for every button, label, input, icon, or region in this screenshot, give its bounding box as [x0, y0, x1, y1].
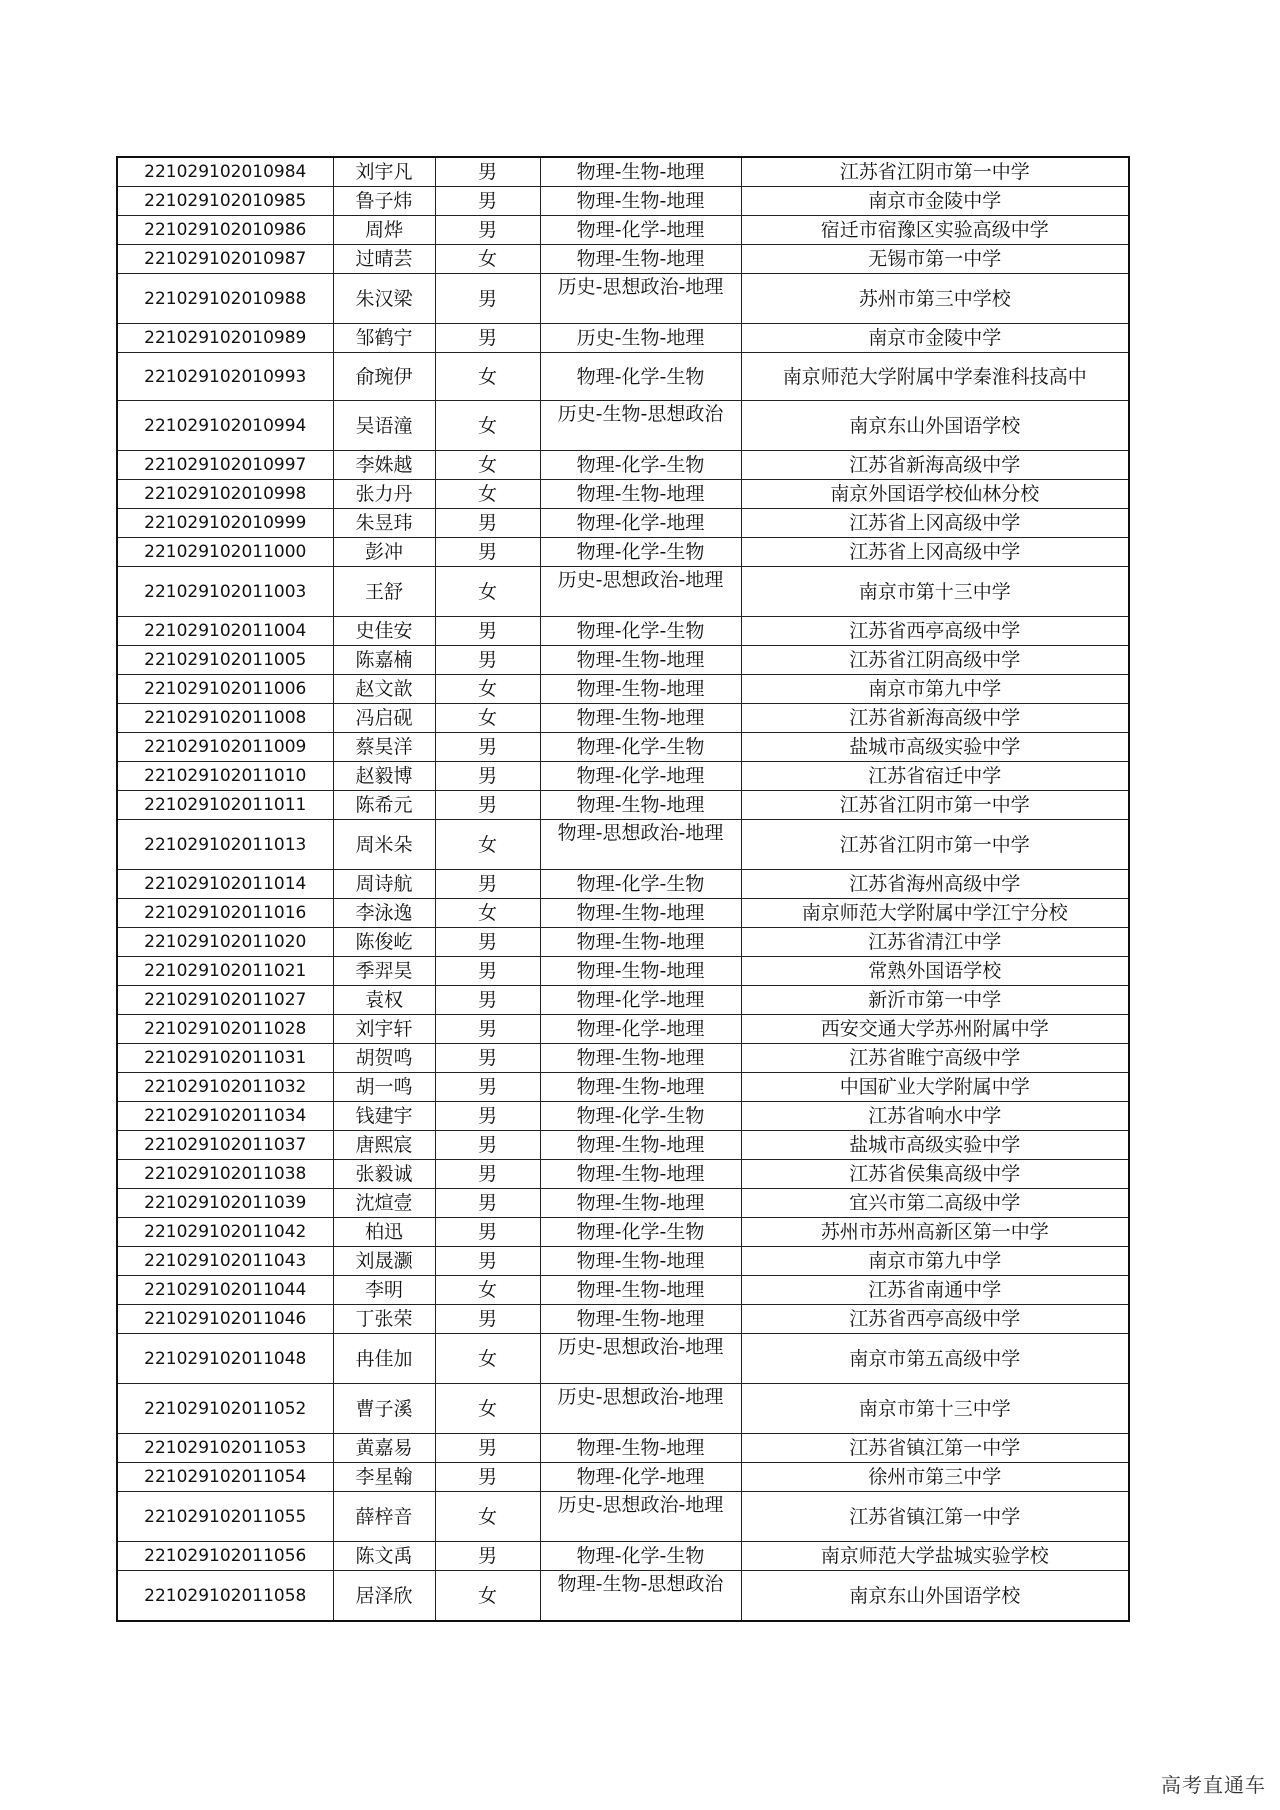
footer-watermark: 高考直通车: [1161, 1773, 1266, 1797]
cell-exam-id: 221029102010989: [117, 324, 333, 353]
cell-student-name: 刘宇轩: [333, 1015, 435, 1044]
cell-student-name: 袁权: [333, 986, 435, 1015]
cell-gender: 男: [435, 274, 540, 324]
cell-subjects: 物理-思想政治-地理: [540, 820, 741, 870]
cell-subjects: 物理-生物-思想政治: [540, 1571, 741, 1622]
table-row: [117, 187, 1129, 216]
cell-school: 无锡市第一中学: [741, 245, 1129, 274]
cell-exam-id: 221029102011055: [117, 1492, 333, 1542]
cell-gender: 女: [435, 1492, 540, 1542]
cell-subjects: 物理-生物-地理: [540, 675, 741, 704]
cell-gender: 男: [435, 538, 540, 567]
cell-exam-id: 221029102011034: [117, 1102, 333, 1131]
cell-school: 南京市金陵中学: [741, 187, 1129, 216]
table-row: [117, 451, 1129, 480]
cell-school: 江苏省侯集高级中学: [741, 1160, 1129, 1189]
cell-student-name: 李姝越: [333, 451, 435, 480]
cell-exam-id: 221029102011016: [117, 899, 333, 928]
cell-subjects: 历史-生物-地理: [540, 324, 741, 353]
cell-student-name: 过晴芸: [333, 245, 435, 274]
cell-student-name: 李明: [333, 1276, 435, 1305]
cell-student-name: 季羿昊: [333, 957, 435, 986]
cell-subjects: 物理-生物-地理: [540, 480, 741, 509]
cell-subjects: 物理-生物-地理: [540, 1044, 741, 1073]
cell-school: 西安交通大学苏州附属中学: [741, 1015, 1129, 1044]
cell-gender: 男: [435, 1015, 540, 1044]
cell-subjects: 物理-化学-地理: [540, 986, 741, 1015]
cell-exam-id: 221029102011039: [117, 1189, 333, 1218]
cell-gender: 男: [435, 957, 540, 986]
table-row: [117, 1542, 1129, 1571]
cell-subjects: 物理-生物-地理: [540, 1160, 741, 1189]
cell-student-name: 鲁子炜: [333, 187, 435, 216]
cell-gender: 男: [435, 1434, 540, 1463]
cell-exam-id: 221029102010986: [117, 216, 333, 245]
cell-student-name: 丁张荣: [333, 1305, 435, 1334]
cell-student-name: 周烨: [333, 216, 435, 245]
cell-exam-id: 221029102011004: [117, 617, 333, 646]
cell-school: 南京东山外国语学校: [741, 401, 1129, 451]
cell-student-name: 陈希元: [333, 791, 435, 820]
cell-gender: 女: [435, 480, 540, 509]
table-row: [117, 216, 1129, 245]
cell-school: 新沂市第一中学: [741, 986, 1129, 1015]
cell-exam-id: 221029102011032: [117, 1073, 333, 1102]
cell-gender: 男: [435, 986, 540, 1015]
cell-exam-id: 221029102011038: [117, 1160, 333, 1189]
cell-gender: 男: [435, 1463, 540, 1492]
cell-exam-id: 221029102011056: [117, 1542, 333, 1571]
roster-body: [117, 157, 1129, 1621]
cell-student-name: 张毅诚: [333, 1160, 435, 1189]
table-row: [117, 733, 1129, 762]
cell-subjects: 物理-化学-生物: [540, 538, 741, 567]
cell-school: 常熟外国语学校: [741, 957, 1129, 986]
cell-gender: 男: [435, 1218, 540, 1247]
table-row: [117, 957, 1129, 986]
table-row: [117, 1015, 1129, 1044]
cell-student-name: 曹子溪: [333, 1384, 435, 1434]
cell-school: 江苏省清江中学: [741, 928, 1129, 957]
cell-subjects: 历史-思想政治-地理: [540, 567, 741, 617]
cell-school: 江苏省江阴市第一中学: [741, 791, 1129, 820]
table-row: [117, 1189, 1129, 1218]
cell-exam-id: 221029102011044: [117, 1276, 333, 1305]
cell-subjects: 物理-生物-地理: [540, 245, 741, 274]
cell-exam-id: 221029102011014: [117, 870, 333, 899]
cell-school: 南京师范大学附属中学江宁分校: [741, 899, 1129, 928]
table-row: [117, 274, 1129, 324]
cell-school: 南京市第九中学: [741, 675, 1129, 704]
cell-gender: 男: [435, 791, 540, 820]
table-row: [117, 324, 1129, 353]
cell-school: 江苏省上冈高级中学: [741, 538, 1129, 567]
cell-gender: 女: [435, 353, 540, 401]
cell-exam-id: 221029102011000: [117, 538, 333, 567]
table-row: [117, 245, 1129, 274]
cell-student-name: 王舒: [333, 567, 435, 617]
table-row: [117, 986, 1129, 1015]
cell-subjects: 物理-化学-生物: [540, 617, 741, 646]
table-row: [117, 617, 1129, 646]
cell-school: 江苏省江阴市第一中学: [741, 820, 1129, 870]
cell-gender: 男: [435, 157, 540, 187]
cell-subjects: 物理-生物-地理: [540, 1305, 741, 1334]
cell-school: 江苏省睢宁高级中学: [741, 1044, 1129, 1073]
cell-exam-id: 221029102011058: [117, 1571, 333, 1622]
table-row: [117, 899, 1129, 928]
cell-subjects: 物理-生物-地理: [540, 928, 741, 957]
cell-gender: 男: [435, 1102, 540, 1131]
table-row: [117, 704, 1129, 733]
cell-student-name: 唐熙宸: [333, 1131, 435, 1160]
cell-exam-id: 221029102010994: [117, 401, 333, 451]
cell-exam-id: 221029102011037: [117, 1131, 333, 1160]
table-row: [117, 646, 1129, 675]
table-row: [117, 1384, 1129, 1434]
cell-school: 江苏省南通中学: [741, 1276, 1129, 1305]
cell-school: 江苏省镇江第一中学: [741, 1434, 1129, 1463]
table-row: [117, 675, 1129, 704]
cell-subjects: 历史-思想政治-地理: [540, 1492, 741, 1542]
cell-gender: 女: [435, 899, 540, 928]
cell-student-name: 刘宇凡: [333, 157, 435, 187]
cell-gender: 男: [435, 928, 540, 957]
cell-exam-id: 221029102011027: [117, 986, 333, 1015]
cell-student-name: 薛梓音: [333, 1492, 435, 1542]
cell-subjects: 物理-生物-地理: [540, 187, 741, 216]
cell-subjects: 物理-化学-地理: [540, 216, 741, 245]
cell-gender: 男: [435, 1542, 540, 1571]
cell-student-name: 李泳逸: [333, 899, 435, 928]
cell-student-name: 陈俊屹: [333, 928, 435, 957]
table-row: [117, 1571, 1129, 1622]
cell-subjects: 历史-思想政治-地理: [540, 1334, 741, 1384]
cell-subjects: 物理-生物-地理: [540, 704, 741, 733]
cell-school: 南京市金陵中学: [741, 324, 1129, 353]
cell-subjects: 物理-化学-地理: [540, 509, 741, 538]
cell-school: 江苏省宿迁中学: [741, 762, 1129, 791]
cell-exam-id: 221029102011020: [117, 928, 333, 957]
cell-exam-id: 221029102011048: [117, 1334, 333, 1384]
cell-subjects: 历史-思想政治-地理: [540, 274, 741, 324]
cell-student-name: 刘晟灏: [333, 1247, 435, 1276]
cell-school: 江苏省江阴高级中学: [741, 646, 1129, 675]
cell-student-name: 胡一鸣: [333, 1073, 435, 1102]
cell-student-name: 赵毅博: [333, 762, 435, 791]
cell-student-name: 史佳安: [333, 617, 435, 646]
cell-exam-id: 221029102011046: [117, 1305, 333, 1334]
cell-gender: 男: [435, 1073, 540, 1102]
cell-student-name: 陈文禹: [333, 1542, 435, 1571]
cell-school: 江苏省江阴市第一中学: [741, 157, 1129, 187]
table-row: [117, 538, 1129, 567]
cell-subjects: 物理-化学-地理: [540, 762, 741, 791]
cell-school: 江苏省上冈高级中学: [741, 509, 1129, 538]
cell-subjects: 物理-化学-生物: [540, 451, 741, 480]
table-row: [117, 401, 1129, 451]
cell-school: 盐城市高级实验中学: [741, 1131, 1129, 1160]
cell-school: 南京市第九中学: [741, 1247, 1129, 1276]
table-row: [117, 1334, 1129, 1384]
cell-school: 南京市第十三中学: [741, 1384, 1129, 1434]
table-row: [117, 820, 1129, 870]
table-row: [117, 1102, 1129, 1131]
cell-student-name: 李星翰: [333, 1463, 435, 1492]
cell-subjects: 物理-化学-生物: [540, 353, 741, 401]
table-row: [117, 1305, 1129, 1334]
cell-student-name: 冉佳加: [333, 1334, 435, 1384]
cell-exam-id: 221029102011028: [117, 1015, 333, 1044]
cell-subjects: 物理-生物-地理: [540, 646, 741, 675]
table-row: [117, 509, 1129, 538]
cell-subjects: 物理-生物-地理: [540, 899, 741, 928]
cell-gender: 男: [435, 1160, 540, 1189]
student-roster-table: [116, 156, 1130, 1622]
cell-subjects: 物理-化学-生物: [540, 733, 741, 762]
cell-exam-id: 221029102010997: [117, 451, 333, 480]
cell-gender: 女: [435, 1384, 540, 1434]
cell-gender: 女: [435, 1334, 540, 1384]
cell-exam-id: 221029102011010: [117, 762, 333, 791]
cell-exam-id: 221029102011008: [117, 704, 333, 733]
cell-student-name: 张力丹: [333, 480, 435, 509]
cell-school: 南京东山外国语学校: [741, 1571, 1129, 1622]
cell-student-name: 冯启砚: [333, 704, 435, 733]
cell-school: 苏州市第三中学校: [741, 274, 1129, 324]
cell-exam-id: 221029102011031: [117, 1044, 333, 1073]
cell-school: 江苏省西亭高级中学: [741, 1305, 1129, 1334]
cell-student-name: 周诗航: [333, 870, 435, 899]
cell-exam-id: 221029102011021: [117, 957, 333, 986]
cell-school: 江苏省镇江第一中学: [741, 1492, 1129, 1542]
table-row: [117, 1276, 1129, 1305]
cell-student-name: 周米朵: [333, 820, 435, 870]
cell-student-name: 黄嘉易: [333, 1434, 435, 1463]
cell-student-name: 彭冲: [333, 538, 435, 567]
table-row: [117, 567, 1129, 617]
cell-subjects: 物理-生物-地理: [540, 791, 741, 820]
table-row: [117, 1218, 1129, 1247]
table-row: [117, 1044, 1129, 1073]
cell-gender: 男: [435, 762, 540, 791]
cell-exam-id: 221029102011052: [117, 1384, 333, 1434]
cell-gender: 男: [435, 646, 540, 675]
cell-exam-id: 221029102011011: [117, 791, 333, 820]
cell-school: 江苏省响水中学: [741, 1102, 1129, 1131]
cell-exam-id: 221029102010998: [117, 480, 333, 509]
table-row: [117, 1160, 1129, 1189]
table-row: [117, 1463, 1129, 1492]
table-row: [117, 1434, 1129, 1463]
cell-school: 苏州市苏州高新区第一中学: [741, 1218, 1129, 1247]
cell-subjects: 物理-生物-地理: [540, 157, 741, 187]
cell-gender: 男: [435, 733, 540, 762]
cell-gender: 女: [435, 1571, 540, 1622]
cell-gender: 男: [435, 1305, 540, 1334]
table-row: [117, 870, 1129, 899]
cell-subjects: 物理-生物-地理: [540, 1276, 741, 1305]
cell-subjects: 历史-思想政治-地理: [540, 1384, 741, 1434]
cell-gender: 男: [435, 216, 540, 245]
cell-exam-id: 221029102010987: [117, 245, 333, 274]
cell-subjects: 物理-化学-生物: [540, 1542, 741, 1571]
cell-student-name: 居泽欣: [333, 1571, 435, 1622]
cell-school: 中国矿业大学附属中学: [741, 1073, 1129, 1102]
cell-exam-id: 221029102011009: [117, 733, 333, 762]
cell-gender: 女: [435, 1276, 540, 1305]
table-row: [117, 1073, 1129, 1102]
cell-subjects: 物理-生物-地理: [540, 1189, 741, 1218]
cell-subjects: 物理-生物-地理: [540, 1434, 741, 1463]
table-row: [117, 353, 1129, 401]
cell-exam-id: 221029102010999: [117, 509, 333, 538]
table-row: [117, 1131, 1129, 1160]
cell-subjects: 物理-生物-地理: [540, 957, 741, 986]
cell-student-name: 柏迅: [333, 1218, 435, 1247]
cell-subjects: 物理-化学-生物: [540, 1102, 741, 1131]
table-row: [117, 1247, 1129, 1276]
cell-gender: 女: [435, 820, 540, 870]
cell-school: 江苏省新海高级中学: [741, 451, 1129, 480]
cell-exam-id: 221029102011054: [117, 1463, 333, 1492]
cell-subjects: 历史-生物-思想政治: [540, 401, 741, 451]
cell-student-name: 陈嘉楠: [333, 646, 435, 675]
cell-exam-id: 221029102010988: [117, 274, 333, 324]
cell-subjects: 物理-化学-生物: [540, 1218, 741, 1247]
cell-gender: 男: [435, 324, 540, 353]
cell-student-name: 沈煊壹: [333, 1189, 435, 1218]
cell-school: 江苏省海州高级中学: [741, 870, 1129, 899]
cell-subjects: 物理-生物-地理: [540, 1247, 741, 1276]
table-row: [117, 157, 1129, 187]
cell-exam-id: 221029102011013: [117, 820, 333, 870]
cell-student-name: 赵文歆: [333, 675, 435, 704]
cell-gender: 女: [435, 451, 540, 480]
table-row: [117, 762, 1129, 791]
cell-exam-id: 221029102010985: [117, 187, 333, 216]
cell-exam-id: 221029102010984: [117, 157, 333, 187]
cell-school: 南京师范大学盐城实验学校: [741, 1542, 1129, 1571]
cell-gender: 男: [435, 1189, 540, 1218]
cell-gender: 男: [435, 1247, 540, 1276]
cell-school: 江苏省西亭高级中学: [741, 617, 1129, 646]
cell-student-name: 俞琬伊: [333, 353, 435, 401]
cell-school: 盐城市高级实验中学: [741, 733, 1129, 762]
cell-exam-id: 221029102011006: [117, 675, 333, 704]
cell-school: 南京市第十三中学: [741, 567, 1129, 617]
cell-school: 宜兴市第二高级中学: [741, 1189, 1129, 1218]
cell-subjects: 物理-生物-地理: [540, 1131, 741, 1160]
cell-subjects: 物理-化学-地理: [540, 1015, 741, 1044]
table-row: [117, 928, 1129, 957]
cell-school: 南京市第五高级中学: [741, 1334, 1129, 1384]
cell-gender: 女: [435, 401, 540, 451]
table-row: [117, 480, 1129, 509]
cell-exam-id: 221029102011003: [117, 567, 333, 617]
cell-gender: 男: [435, 1044, 540, 1073]
cell-gender: 男: [435, 870, 540, 899]
cell-student-name: 吴语潼: [333, 401, 435, 451]
cell-school: 南京外国语学校仙林分校: [741, 480, 1129, 509]
cell-school: 南京师范大学附属中学秦淮科技高中: [741, 353, 1129, 401]
cell-subjects: 物理-生物-地理: [540, 1073, 741, 1102]
table-row: [117, 791, 1129, 820]
cell-gender: 女: [435, 245, 540, 274]
cell-student-name: 钱建宇: [333, 1102, 435, 1131]
cell-gender: 女: [435, 567, 540, 617]
cell-school: 江苏省新海高级中学: [741, 704, 1129, 733]
cell-exam-id: 221029102011042: [117, 1218, 333, 1247]
cell-school: 宿迁市宿豫区实验高级中学: [741, 216, 1129, 245]
cell-gender: 女: [435, 704, 540, 733]
cell-exam-id: 221029102011043: [117, 1247, 333, 1276]
table-row: [117, 1492, 1129, 1542]
cell-exam-id: 221029102010993: [117, 353, 333, 401]
cell-gender: 女: [435, 675, 540, 704]
cell-subjects: 物理-化学-生物: [540, 870, 741, 899]
cell-gender: 男: [435, 187, 540, 216]
cell-school: 徐州市第三中学: [741, 1463, 1129, 1492]
cell-student-name: 胡贺鸣: [333, 1044, 435, 1073]
cell-student-name: 蔡昊洋: [333, 733, 435, 762]
cell-student-name: 朱汉梁: [333, 274, 435, 324]
cell-gender: 男: [435, 617, 540, 646]
cell-gender: 男: [435, 509, 540, 538]
cell-exam-id: 221029102011005: [117, 646, 333, 675]
cell-student-name: 朱昱玮: [333, 509, 435, 538]
cell-gender: 男: [435, 1131, 540, 1160]
cell-subjects: 物理-化学-地理: [540, 1463, 741, 1492]
cell-student-name: 邹鹤宁: [333, 324, 435, 353]
cell-exam-id: 221029102011053: [117, 1434, 333, 1463]
